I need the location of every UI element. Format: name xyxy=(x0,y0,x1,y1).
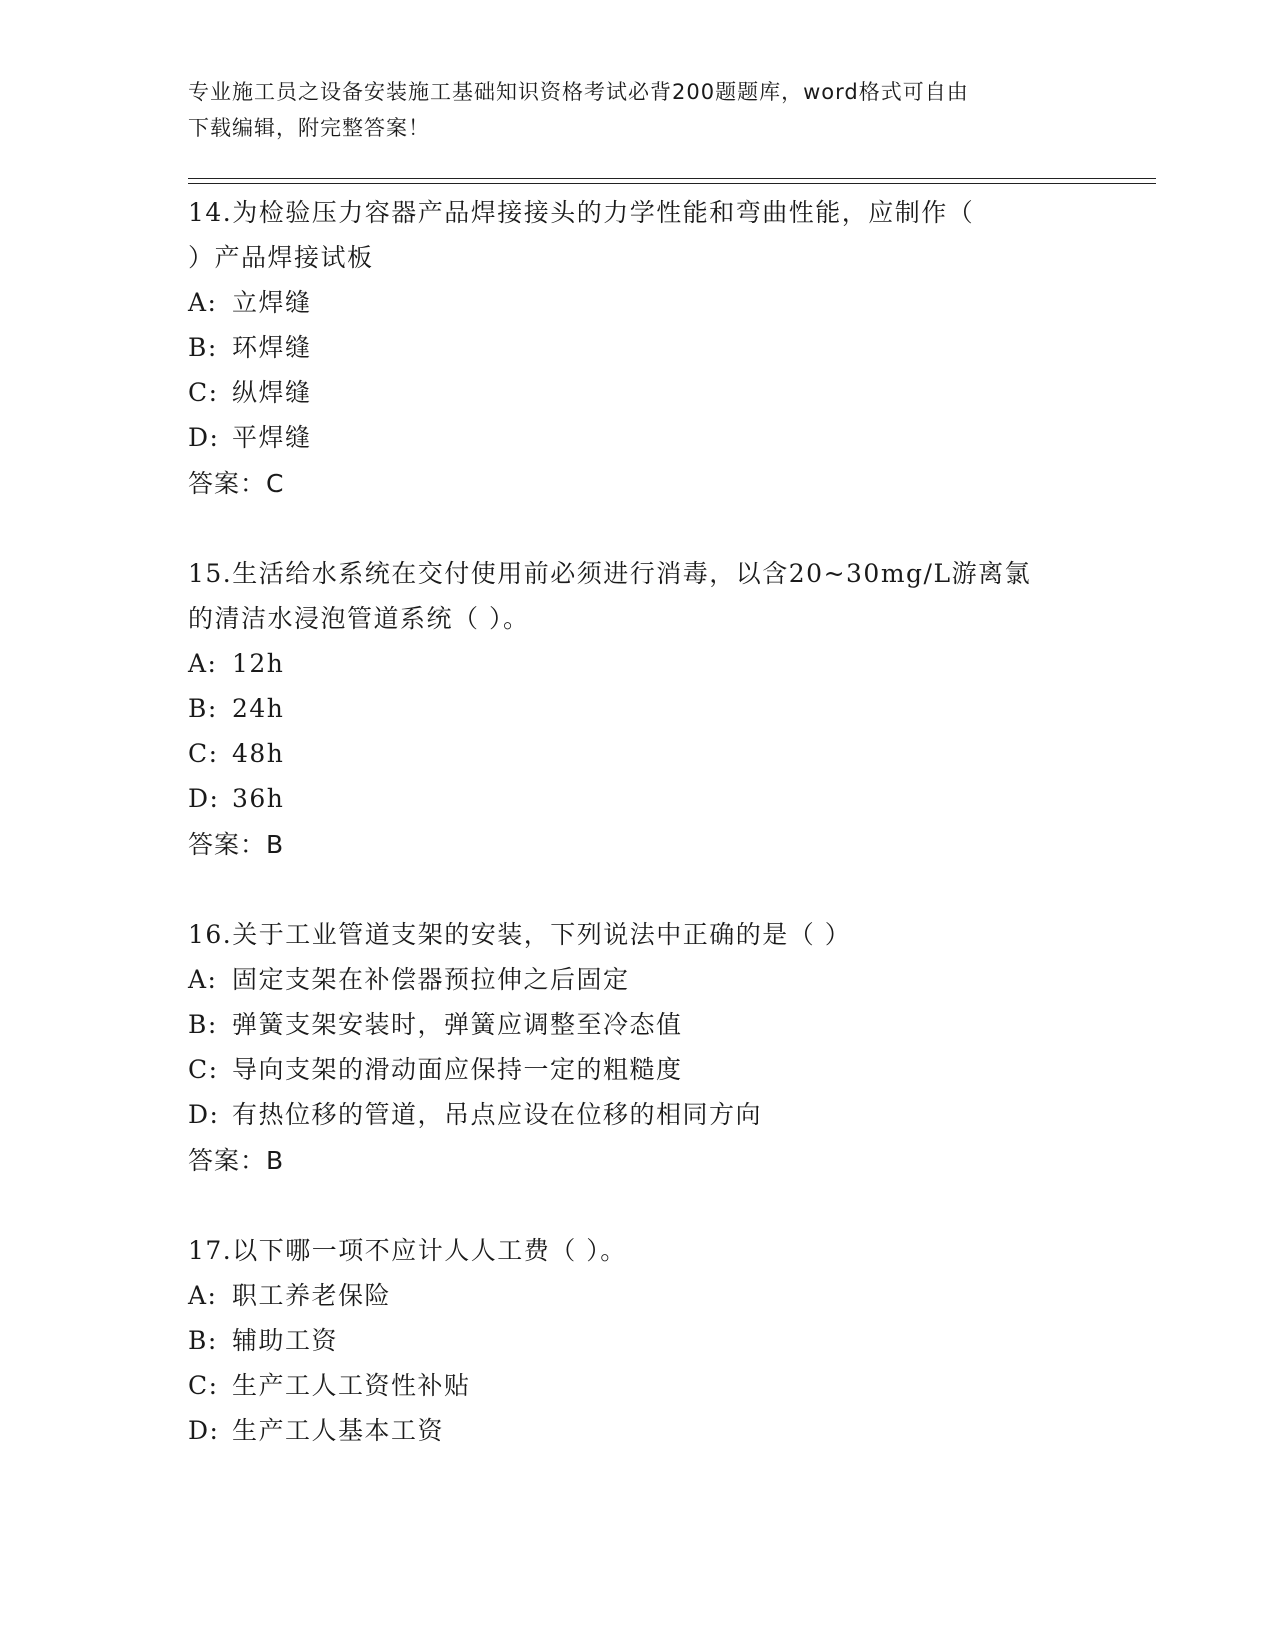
question-stem-line: 17.以下哪一项不应计人人工费（ ）。 xyxy=(188,1236,627,1265)
option-key: A: xyxy=(188,649,218,678)
option-text: 生产工人工资性补贴 xyxy=(232,1371,471,1400)
option-text: 辅助工资 xyxy=(232,1326,339,1355)
option-b xyxy=(188,1002,1088,1047)
option-text: 平焊缝 xyxy=(232,423,312,452)
option-text: 环焊缝 xyxy=(232,333,312,362)
option-b xyxy=(188,1318,1088,1363)
option-key: A: xyxy=(188,1281,218,1310)
question-stem-line: 15.生活给水系统在交付使用前必须进行消毒，以含20~30mg/L游离氯 xyxy=(188,559,1032,588)
option-key: B: xyxy=(188,694,218,723)
question-14 xyxy=(188,190,1088,507)
question-16 xyxy=(188,912,1088,1184)
question-stem xyxy=(188,551,1088,641)
answer: 答案：B xyxy=(188,830,285,859)
option-key: C: xyxy=(188,1371,219,1400)
option-text: 职工养老保险 xyxy=(232,1281,392,1310)
option-c xyxy=(188,731,1088,776)
option-key: C: xyxy=(188,378,219,407)
option-key: B: xyxy=(188,333,218,362)
question-stem-line: 14.为检验压力容器产品焊接接头的力学性能和弯曲性能，应制作（ xyxy=(188,198,975,227)
option-a xyxy=(188,957,1088,1002)
question-15 xyxy=(188,551,1088,868)
option-d xyxy=(188,415,1088,460)
document-header xyxy=(188,74,1068,146)
header-divider-bottom xyxy=(188,183,1156,184)
option-key: D: xyxy=(188,423,220,452)
question-stem-line: 的清洁水浸泡管道系统（ ）。 xyxy=(188,604,530,633)
option-c xyxy=(188,370,1088,415)
option-b xyxy=(188,686,1088,731)
option-b xyxy=(188,325,1088,370)
option-d xyxy=(188,1092,1088,1137)
option-d xyxy=(188,776,1088,821)
option-text: 纵焊缝 xyxy=(232,378,312,407)
answer: 答案：C xyxy=(188,469,285,498)
option-key: D: xyxy=(188,784,220,813)
question-stem-line: ）产品焊接试板 xyxy=(188,243,374,272)
option-c xyxy=(188,1363,1088,1408)
option-text: 弹簧支架安装时，弹簧应调整至冷态值 xyxy=(232,1010,683,1039)
header-divider-top xyxy=(188,178,1156,179)
option-key: D: xyxy=(188,1416,220,1445)
option-d xyxy=(188,1408,1088,1453)
question-stem xyxy=(188,190,1088,280)
header-title-line-2: 下载编辑，附完整答案！ xyxy=(188,116,430,140)
option-text: 12h xyxy=(232,649,285,678)
question-17 xyxy=(188,1228,1088,1453)
question-stem-line: 16.关于工业管道支架的安装，下列说法中正确的是（ ） xyxy=(188,920,852,949)
option-key: D: xyxy=(188,1100,220,1129)
option-text: 立焊缝 xyxy=(232,288,312,317)
option-text: 24h xyxy=(232,694,285,723)
question-stem xyxy=(188,912,1088,957)
option-a xyxy=(188,280,1088,325)
option-key: C: xyxy=(188,1055,219,1084)
option-text: 生产工人基本工资 xyxy=(232,1416,445,1445)
question-stem xyxy=(188,1228,1088,1273)
option-text: 36h xyxy=(232,784,285,813)
option-text: 48h xyxy=(232,739,285,768)
option-key: A: xyxy=(188,965,218,994)
option-key: C: xyxy=(188,739,219,768)
option-text: 有热位移的管道，吊点应设在位移的相同方向 xyxy=(232,1100,763,1129)
option-key: B: xyxy=(188,1326,218,1355)
option-a xyxy=(188,1273,1088,1318)
option-text: 固定支架在补偿器预拉伸之后固定 xyxy=(232,965,630,994)
answer: 答案：B xyxy=(188,1146,285,1175)
option-key: B: xyxy=(188,1010,218,1039)
option-text: 导向支架的滑动面应保持一定的粗糙度 xyxy=(232,1055,683,1084)
question-list xyxy=(188,190,1088,1497)
header-title-line-1: 专业施工员之设备安装施工基础知识资格考试必背200题题库，word格式可自由 xyxy=(188,80,969,104)
option-c xyxy=(188,1047,1088,1092)
option-a xyxy=(188,641,1088,686)
option-key: A: xyxy=(188,288,218,317)
